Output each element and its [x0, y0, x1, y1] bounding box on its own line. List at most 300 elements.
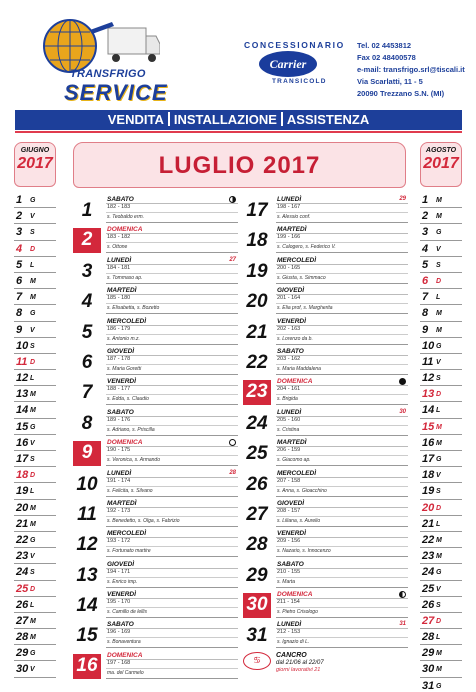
- side-day-weekday: S: [30, 229, 35, 237]
- side-day-weekday: G: [436, 342, 442, 350]
- side-day: [420, 370, 462, 386]
- side-day: [14, 516, 56, 532]
- day-name: SABATO: [107, 408, 134, 416]
- rule: [276, 516, 408, 517]
- side-day: [14, 289, 56, 305]
- rule: [276, 647, 408, 648]
- side-day: [420, 208, 462, 224]
- rule: [276, 587, 408, 588]
- day-number: 10: [76, 473, 98, 495]
- saint: s. Veronica, s. Armando: [107, 457, 160, 464]
- side-day: [420, 419, 462, 435]
- day-row: [243, 499, 408, 529]
- side-day-weekday: L: [30, 488, 35, 496]
- side-day-weekday: M: [436, 326, 442, 334]
- side-day-weekday: S: [30, 342, 35, 350]
- side-day-weekday: G: [30, 536, 36, 544]
- rule: [106, 404, 238, 405]
- day-number: 8: [81, 412, 93, 434]
- day-name: LUNEDÌ: [107, 256, 132, 264]
- days-column-left: [73, 195, 238, 681]
- day-name: LUNEDÌ: [277, 196, 302, 203]
- side-day-weekday: G: [436, 569, 442, 577]
- week-number: 29: [399, 196, 406, 202]
- prev-month-year: 2017: [17, 155, 53, 172]
- rule: [106, 465, 238, 466]
- side-day-number: 27: [422, 614, 435, 627]
- week-number: 27: [229, 256, 236, 263]
- side-day-number: 5: [422, 258, 429, 271]
- services-bar: [15, 110, 462, 130]
- side-day: [14, 581, 56, 597]
- day-row: [73, 347, 238, 377]
- side-day-number: 31: [422, 679, 435, 692]
- day-count: 206 - 159: [277, 447, 301, 454]
- side-day-number: 11: [422, 355, 434, 368]
- rule: [276, 334, 408, 335]
- rule: [276, 486, 408, 487]
- side-day-number: 25: [16, 582, 29, 595]
- day-row: [243, 620, 408, 650]
- moon-phase-icon: [399, 378, 406, 385]
- side-day: [14, 613, 56, 629]
- side-day-weekday: M: [30, 520, 36, 528]
- rule: [106, 637, 238, 638]
- side-day: [14, 564, 56, 580]
- rule: [276, 465, 408, 466]
- saint: s. Calogero, s. Federico V.: [277, 244, 336, 251]
- next-month-year: 2017: [423, 155, 459, 172]
- day-row: [243, 590, 408, 620]
- saint: s. Cristina: [277, 426, 300, 433]
- side-day-number: 20: [16, 501, 29, 514]
- day-count: 193 - 172: [107, 538, 131, 545]
- day-row: [243, 438, 408, 468]
- rule: [106, 607, 238, 608]
- saint: s. Elisabetta, s. Bozetto: [107, 305, 160, 312]
- day-number: 31: [246, 625, 268, 647]
- day-row: [243, 286, 408, 316]
- moon-phase-icon: [399, 591, 406, 598]
- rule: [276, 364, 408, 365]
- side-day-weekday: D: [30, 245, 36, 253]
- side-day: [14, 435, 56, 451]
- day-row: [73, 408, 238, 438]
- side-day-number: 11: [16, 355, 28, 368]
- side-day-number: 13: [422, 388, 435, 401]
- rule: [106, 242, 238, 243]
- day-row: [243, 529, 408, 559]
- day-row: [73, 317, 238, 347]
- side-day-weekday: M: [30, 391, 36, 399]
- side-day-number: 29: [16, 647, 29, 660]
- rule: [106, 556, 238, 557]
- day-name: LUNEDÌ: [107, 469, 132, 477]
- side-day: [14, 224, 56, 240]
- side-day: [420, 354, 462, 370]
- address: Via Scarlatti, 11 - 5: [357, 77, 423, 86]
- rule: [276, 222, 408, 223]
- side-day-weekday: M: [436, 310, 442, 318]
- day-name: GIOVEDÌ: [107, 560, 135, 568]
- day-count: 190 - 175: [107, 447, 131, 454]
- day-count: 192 - 173: [107, 507, 131, 514]
- side-day: [14, 386, 56, 402]
- day-number: 25: [246, 443, 268, 465]
- side-day: [14, 208, 56, 224]
- day-count: 211 - 154: [277, 599, 300, 606]
- side-day-number: 23: [422, 550, 435, 563]
- day-row: [73, 560, 238, 590]
- day-number: 5: [81, 321, 93, 343]
- day-name: DOMENICA: [277, 591, 313, 599]
- side-day-weekday: L: [436, 634, 441, 642]
- next-month-days: [420, 192, 462, 692]
- side-day-weekday: M: [436, 213, 442, 221]
- rule: [276, 496, 408, 497]
- day-row: [243, 256, 408, 286]
- side-day-weekday: G: [436, 456, 442, 463]
- day-name: MERCOLEDÌ: [277, 256, 316, 264]
- tel: Tel. 02 4453812: [357, 41, 412, 50]
- side-day: [14, 305, 56, 321]
- saint: s. Ignazio di L.: [277, 639, 310, 646]
- side-day-weekday: M: [436, 197, 442, 204]
- next-month-header: [420, 142, 462, 187]
- rule: [276, 394, 408, 395]
- side-day-number: 2: [16, 210, 23, 223]
- rule: [276, 313, 408, 314]
- contacts: [357, 40, 465, 100]
- rule: [106, 283, 238, 284]
- saint: s. Benedetto, s. Olga, s. Fabrizio: [107, 517, 180, 524]
- day-count: 183 - 182: [107, 234, 131, 241]
- side-day: [14, 322, 56, 338]
- working-days: giorni lavorativi 21: [276, 667, 321, 673]
- saint: ma. del Carmelo: [107, 669, 144, 676]
- day-number: 20: [246, 291, 268, 313]
- saint: s. Giusta, s. Simmaco: [277, 274, 326, 281]
- saint: s. Anna, s. Gioacchino: [277, 487, 327, 494]
- day-name: VENERDÌ: [107, 591, 136, 599]
- side-day-number: 25: [422, 582, 435, 595]
- side-day-number: 9: [422, 323, 429, 336]
- side-day-number: 15: [16, 420, 29, 433]
- side-day: [420, 483, 462, 499]
- zodiac-name: CANCRO: [276, 652, 307, 659]
- side-day-number: 16: [16, 436, 29, 449]
- day-row: [73, 256, 238, 286]
- day-number: 21: [246, 321, 268, 343]
- day-name: VENERDÌ: [277, 317, 306, 325]
- side-day-number: 26: [422, 598, 435, 611]
- side-day-weekday: V: [30, 213, 35, 221]
- zodiac-dates: dal 21/06 al 22/07: [276, 660, 324, 666]
- side-day-number: 17: [422, 453, 435, 465]
- side-day-number: 17: [16, 453, 29, 465]
- day-count: 194 - 171: [107, 568, 131, 575]
- service-installation: INSTALLAZIONE: [173, 112, 277, 127]
- saint: s. Brigida: [277, 396, 298, 403]
- side-day-number: 24: [422, 566, 435, 579]
- rule: [106, 435, 238, 436]
- day-name: LUNEDÌ: [277, 621, 302, 629]
- side-day-weekday: M: [436, 536, 442, 544]
- side-day: [420, 532, 462, 548]
- side-day-weekday: M: [436, 666, 442, 674]
- side-day-weekday: M: [30, 294, 36, 302]
- side-day: [420, 661, 462, 677]
- rule: [106, 334, 238, 335]
- day-row: [243, 469, 408, 499]
- day-number: 1: [81, 200, 93, 221]
- side-day: [420, 613, 462, 629]
- side-day: [14, 338, 56, 354]
- day-row: [243, 225, 408, 255]
- side-day: [14, 597, 56, 613]
- day-name: MARTEDÌ: [107, 287, 137, 295]
- rule: [276, 617, 408, 618]
- prev-month-header: [14, 142, 56, 187]
- day-count: 191 - 174: [107, 477, 131, 484]
- day-row: [243, 377, 408, 407]
- rule: [106, 617, 238, 618]
- side-day-number: 1: [16, 194, 23, 206]
- day-number: 23: [243, 380, 271, 405]
- side-day-weekday: M: [30, 634, 36, 642]
- day-name: SABATO: [277, 560, 304, 568]
- rule: [276, 252, 408, 253]
- day-count: 202 - 163: [277, 325, 301, 332]
- side-day: [420, 386, 462, 402]
- rule: [276, 637, 408, 638]
- day-count: 204 - 161: [277, 386, 301, 393]
- day-number: 6: [81, 351, 93, 373]
- side-day-number: 12: [422, 372, 435, 385]
- side-day: [420, 257, 462, 273]
- side-day-number: 21: [16, 517, 29, 530]
- side-day-number: 3: [16, 226, 23, 239]
- day-count: 188 - 177: [107, 386, 131, 393]
- side-day-weekday: M: [30, 617, 36, 625]
- saint: s. Maria Goretti: [107, 365, 142, 372]
- side-day: [14, 402, 56, 418]
- service-sales: VENDITA: [107, 112, 164, 127]
- rule: [276, 556, 408, 557]
- side-day: [420, 629, 462, 645]
- side-day-weekday: S: [436, 261, 441, 269]
- side-day-weekday: D: [436, 277, 442, 285]
- day-count: 195 - 170: [107, 599, 131, 606]
- day-count: 201 - 164: [277, 295, 301, 302]
- side-day-weekday: G: [30, 310, 36, 318]
- day-number: 2: [73, 228, 101, 253]
- rule: [106, 577, 238, 578]
- side-day: [14, 548, 56, 564]
- side-day-weekday: D: [30, 358, 36, 366]
- day-count: 208 - 157: [277, 507, 301, 514]
- saint: s. Nazario, s. Innocenzo: [277, 548, 331, 555]
- side-day: [420, 451, 462, 467]
- day-name: GIOVEDÌ: [277, 499, 305, 507]
- side-day: [14, 500, 56, 516]
- side-day-weekday: V: [30, 553, 35, 561]
- side-day-weekday: G: [30, 197, 36, 204]
- rule: [106, 313, 238, 314]
- side-day: [420, 224, 462, 240]
- day-name: MERCOLEDÌ: [107, 530, 146, 538]
- next-month-name: AGOSTO: [425, 147, 457, 154]
- saint: s. Tommaso ap.: [107, 274, 143, 281]
- saint: s. Ottone: [107, 244, 128, 251]
- day-number: 17: [246, 200, 268, 221]
- dealer-label: CONCESSIONARIO: [244, 40, 345, 50]
- side-day: [14, 451, 56, 467]
- rule: [106, 212, 238, 213]
- side-day-number: 19: [422, 485, 435, 498]
- day-number: 13: [76, 564, 98, 586]
- side-day-number: 3: [422, 226, 429, 239]
- saint: s. Teobaldo erm.: [107, 214, 145, 220]
- side-day-weekday: D: [436, 391, 442, 399]
- day-number: 26: [246, 473, 268, 495]
- day-row: [243, 408, 408, 438]
- side-day: [420, 322, 462, 338]
- side-day-weekday: L: [436, 407, 441, 415]
- side-day-number: 28: [422, 631, 435, 644]
- side-day-number: 24: [16, 566, 29, 579]
- rule: [276, 435, 408, 436]
- carrier-logo: Carrier: [259, 51, 317, 77]
- day-number: 24: [246, 412, 268, 434]
- saint: s. Fortunato martire: [107, 548, 151, 555]
- days-column-right: [243, 195, 408, 651]
- side-day-weekday: M: [436, 439, 442, 447]
- side-day-number: 19: [16, 485, 29, 498]
- side-day-weekday: S: [436, 488, 441, 496]
- next-month: [420, 142, 462, 692]
- side-day-number: 10: [422, 339, 435, 352]
- side-day: [420, 289, 462, 305]
- day-number: 16: [73, 654, 101, 679]
- day-name: MARTEDÌ: [277, 439, 307, 447]
- day-count: 212 - 153: [277, 629, 301, 636]
- rule: [106, 455, 238, 456]
- side-day-weekday: L: [436, 294, 441, 302]
- day-row: [73, 620, 238, 650]
- rule: [106, 678, 238, 679]
- saint: s. Felicita, s. Silvano: [107, 487, 153, 494]
- day-count: 182 - 183: [107, 204, 131, 210]
- day-name: MARTEDÌ: [277, 226, 307, 234]
- saint: s. Giacomo ap.: [277, 457, 311, 464]
- day-number: 27: [246, 503, 268, 525]
- week-number: 30: [399, 408, 406, 415]
- side-day: [14, 645, 56, 661]
- day-name: VENERDÌ: [277, 530, 306, 538]
- saint: s. Elia prof, s. Margherita: [277, 305, 333, 312]
- side-day-number: 15: [422, 420, 435, 433]
- day-row: [73, 651, 238, 681]
- side-day-number: 1: [422, 194, 429, 206]
- day-name: GIOVEDÌ: [107, 347, 135, 355]
- day-row: [243, 560, 408, 590]
- side-day: [14, 257, 56, 273]
- side-day-number: 22: [422, 533, 435, 546]
- day-number: 11: [77, 503, 97, 525]
- zodiac-box: [240, 652, 408, 672]
- service-assistance: ASSISTENZA: [286, 112, 370, 127]
- side-day-weekday: D: [30, 472, 36, 480]
- side-day: [14, 629, 56, 645]
- rule: [276, 344, 408, 345]
- rule: [106, 587, 238, 588]
- saint: s. Maria Maddalena: [277, 365, 321, 372]
- day-number: 29: [246, 564, 268, 586]
- rule: [276, 374, 408, 375]
- side-day-weekday: M: [436, 650, 442, 658]
- side-day-weekday: M: [436, 423, 442, 431]
- side-day-weekday: V: [30, 439, 35, 447]
- day-count: 187 - 178: [107, 355, 131, 362]
- side-day-weekday: S: [30, 569, 35, 577]
- side-day: [14, 661, 56, 677]
- divider: [15, 131, 462, 133]
- side-day: [420, 500, 462, 516]
- day-number: 19: [246, 260, 268, 282]
- rule: [276, 546, 408, 547]
- day-count: 209 - 156: [277, 538, 301, 545]
- rule: [276, 404, 408, 405]
- email: e-mail: transfrigo.srl@tiscali.it: [357, 65, 465, 74]
- day-row: [73, 286, 238, 316]
- side-day-weekday: V: [436, 585, 441, 593]
- side-day-weekday: V: [30, 326, 35, 334]
- side-day-weekday: L: [30, 601, 35, 609]
- side-day: [14, 483, 56, 499]
- day-count: 197 - 168: [107, 659, 131, 666]
- side-day-weekday: G: [436, 229, 442, 237]
- rule: [106, 496, 238, 497]
- side-day-weekday: M: [30, 277, 36, 285]
- day-name: LUNEDÌ: [277, 408, 302, 416]
- day-row: [73, 529, 238, 559]
- side-day-weekday: M: [436, 553, 442, 561]
- side-day: [420, 435, 462, 451]
- day-number: 18: [246, 230, 268, 252]
- side-day-weekday: S: [436, 601, 441, 609]
- side-day-weekday: L: [30, 261, 35, 269]
- side-day-number: 16: [422, 436, 435, 449]
- day-row: [73, 499, 238, 529]
- day-row: [243, 195, 408, 225]
- day-name: MERCOLEDÌ: [277, 469, 316, 477]
- side-day: [14, 419, 56, 435]
- transfrigo-logo: [30, 18, 168, 105]
- day-count: 184 - 181: [107, 264, 131, 271]
- side-day-number: 7: [422, 291, 429, 304]
- side-day-weekday: L: [436, 520, 441, 528]
- side-day-number: 9: [16, 323, 23, 336]
- side-day: [14, 192, 56, 208]
- prev-month-days: [14, 192, 56, 678]
- saint: s. Bonaventura: [107, 639, 141, 646]
- day-count: 203 - 162: [277, 355, 301, 362]
- rule: [276, 212, 408, 213]
- day-row: [73, 377, 238, 407]
- rule: [106, 222, 238, 223]
- day-number: 22: [246, 351, 268, 373]
